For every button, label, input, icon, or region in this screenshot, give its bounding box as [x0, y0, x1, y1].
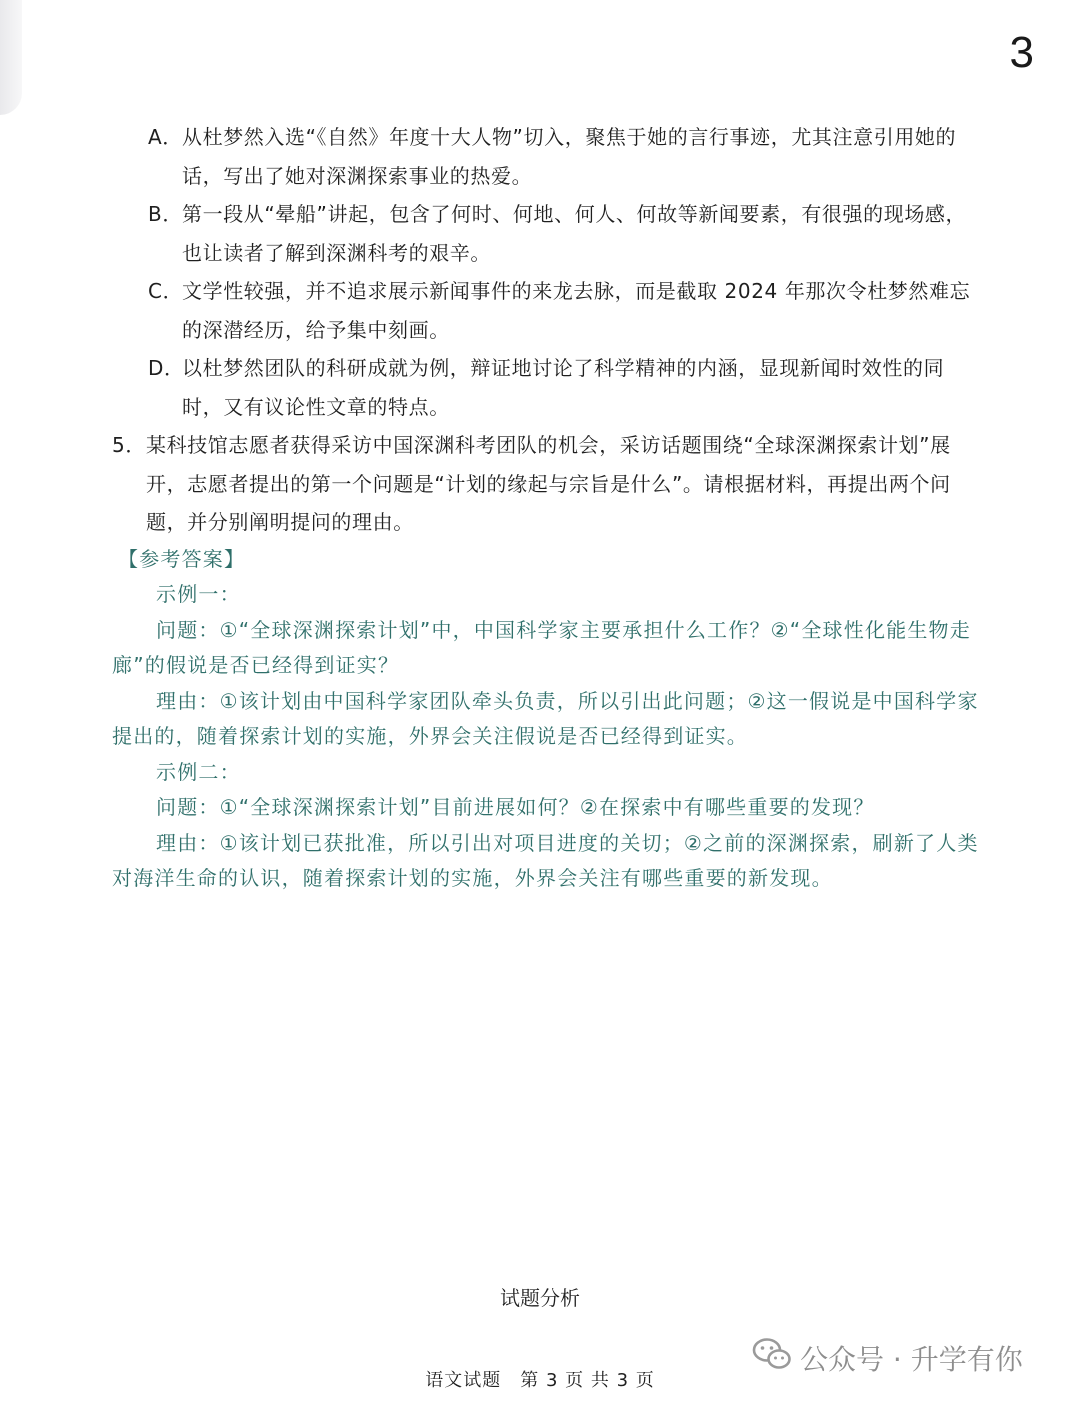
document-content [112, 118, 982, 897]
option-d [112, 349, 982, 426]
reference-answer [112, 542, 982, 897]
option-c [112, 272, 982, 349]
question-number: 5． [112, 433, 146, 457]
option-text: 从杜梦然入选“《自然》年度十大人物”切入，聚焦于她的言行事迹，尤其注意引用她的话，写出了她对深渊探索事业的热爱。 [182, 125, 957, 188]
example-1-question: 问题：①“全球深渊探索计划”中，中国科学家主要承担什么工作？②“全球性化能生物走廊”的假说是否已经得到证实？ [112, 617, 971, 677]
option-key: D． [148, 356, 185, 380]
option-key: A． [148, 125, 183, 149]
example-2-reason: 理由：①该计划已获批准，所以引出对项目进度的关切；②之前的深渊探索，刷新了人类对海洋生命的认识，随着探索计划的实施，外界会关注有哪些重要的新发现。 [112, 830, 979, 890]
footer-title: 试题分析 [500, 1286, 580, 1310]
example-1-reason: 理由：①该计划由中国科学家团队牵头负责，所以引出此问题；②这一假说是中国科学家提出的，随着探索计划的实施，外界会关注假说是否已经得到证实。 [112, 688, 979, 748]
example-1-label: 示例一： [156, 582, 241, 606]
question-5 [112, 426, 982, 542]
example-2-label: 示例二： [156, 759, 241, 784]
answer-heading: 【参考答案】 [118, 546, 246, 571]
example-2-question: 问题：①“全球深渊探索计划”目前进展如何？②在探索中有哪些重要的发现？ [156, 795, 875, 819]
option-text: 第一段从“晕船”讲起，包含了何时、何地、何人、何故等新闻要素，有很强的现场感，也让读者了解到深渊科考的艰辛。 [182, 202, 967, 265]
option-a [112, 118, 982, 195]
option-text: 以杜梦然团队的科研成就为例，辩证地讨论了科学精神的内涵，显现新闻时效性的同时，又有议论性文章的特点。 [182, 356, 945, 419]
option-key: B． [148, 202, 183, 226]
footer-page-info: 语文试题 第 3 页 共 3 页 [425, 1370, 655, 1391]
question-text: 某科技馆志愿者获得采访中国深渊科考团队的机会，采访话题围绕“全球深渊探索计划”展开，志愿者提出的第一个问题是“计划的缘起与宗旨是什么”。请根据材料，再提出两个问题，并分别阐明提问的理由。 [146, 433, 951, 534]
page-corner-shadow [0, 0, 22, 115]
watermark-text: 公众号 · 升学有你 [800, 1342, 1023, 1376]
option-b [112, 195, 982, 272]
option-text: 文学性较强，并不追求展示新闻事件的来龙去脉，而是截取 2024 年那次令杜梦然难忘的深潜经历，给予集中刻画。 [182, 279, 971, 342]
option-key: C． [148, 279, 184, 303]
page-number: 3 [1009, 28, 1034, 77]
